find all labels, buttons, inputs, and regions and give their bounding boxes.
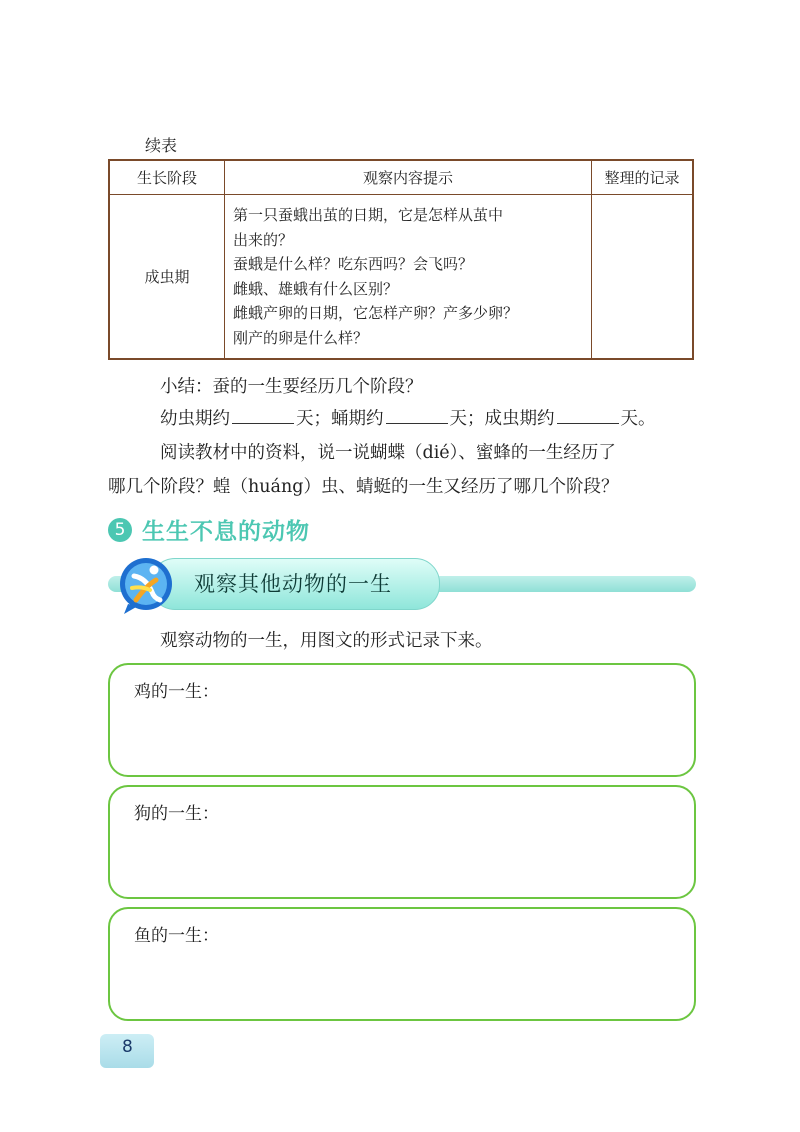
record-box-label: 鸡的一生： bbox=[134, 682, 219, 702]
dog-record-box[interactable] bbox=[108, 785, 696, 899]
hint-line: 雌蛾产卵的日期，它怎样产卵？产多少卵？ bbox=[233, 304, 519, 322]
header-stage: 生长阶段 bbox=[109, 160, 225, 195]
header-hints: 观察内容提示 bbox=[225, 160, 592, 195]
larva-days-blank[interactable] bbox=[232, 405, 294, 424]
days-end-label: 天。 bbox=[620, 409, 656, 429]
hint-line: 出来的？ bbox=[233, 230, 294, 249]
pupa-days-blank[interactable] bbox=[386, 405, 448, 424]
hint-line: 第一只蚕蛾出茧的日期，它是怎样从茧中 bbox=[233, 206, 504, 224]
record-box-label: 鱼的一生： bbox=[134, 926, 219, 946]
header-record: 整理的记录 bbox=[592, 160, 694, 195]
reading-prompt-line1: 阅读教材中的资料，说一说蝴蝶（dié）、蜜蜂的一生经历了 bbox=[160, 443, 616, 463]
reading-prompt-line2: 哪几个阶段？蝗（huáng）虫、蜻蜓的一生又经历了哪几个阶段？ bbox=[108, 477, 619, 497]
activity-instruction: 观察动物的一生，用图文的形式记录下来。 bbox=[160, 631, 493, 651]
page-number: 8 bbox=[122, 1037, 133, 1057]
record-cell[interactable] bbox=[592, 195, 694, 360]
duration-fill-line bbox=[160, 404, 656, 434]
table-row bbox=[109, 195, 693, 360]
hint-line: 蚕蛾是什么样？吃东西吗？会飞吗？ bbox=[233, 255, 474, 273]
pupa-label: 天；蛹期约 bbox=[296, 409, 384, 429]
section-title: 生生不息的动物 bbox=[142, 518, 310, 545]
summary-question: 小结：蚕的一生要经历几个阶段？ bbox=[160, 377, 423, 397]
activity-title: 观察其他动物的一生 bbox=[194, 572, 392, 596]
activity-logo-icon bbox=[116, 556, 176, 616]
adult-days-blank[interactable] bbox=[557, 405, 619, 424]
hint-line: 雌蛾、雄蛾有什么区别？ bbox=[233, 279, 399, 298]
table-header-row bbox=[109, 160, 693, 195]
stage-cell: 成虫期 bbox=[109, 195, 225, 360]
adult-label: 天；成虫期约 bbox=[449, 409, 555, 429]
chicken-record-box[interactable] bbox=[108, 663, 696, 777]
table-continued-label: 续表 bbox=[145, 136, 178, 155]
larva-label: 幼虫期约 bbox=[160, 409, 230, 429]
section-number-badge: 5 bbox=[108, 518, 132, 542]
fish-record-box[interactable] bbox=[108, 907, 696, 1021]
hints-cell bbox=[225, 195, 592, 360]
record-box-label: 狗的一生： bbox=[134, 804, 219, 824]
observation-table bbox=[108, 159, 694, 360]
hint-line: 刚产的卵是什么样？ bbox=[233, 328, 369, 347]
